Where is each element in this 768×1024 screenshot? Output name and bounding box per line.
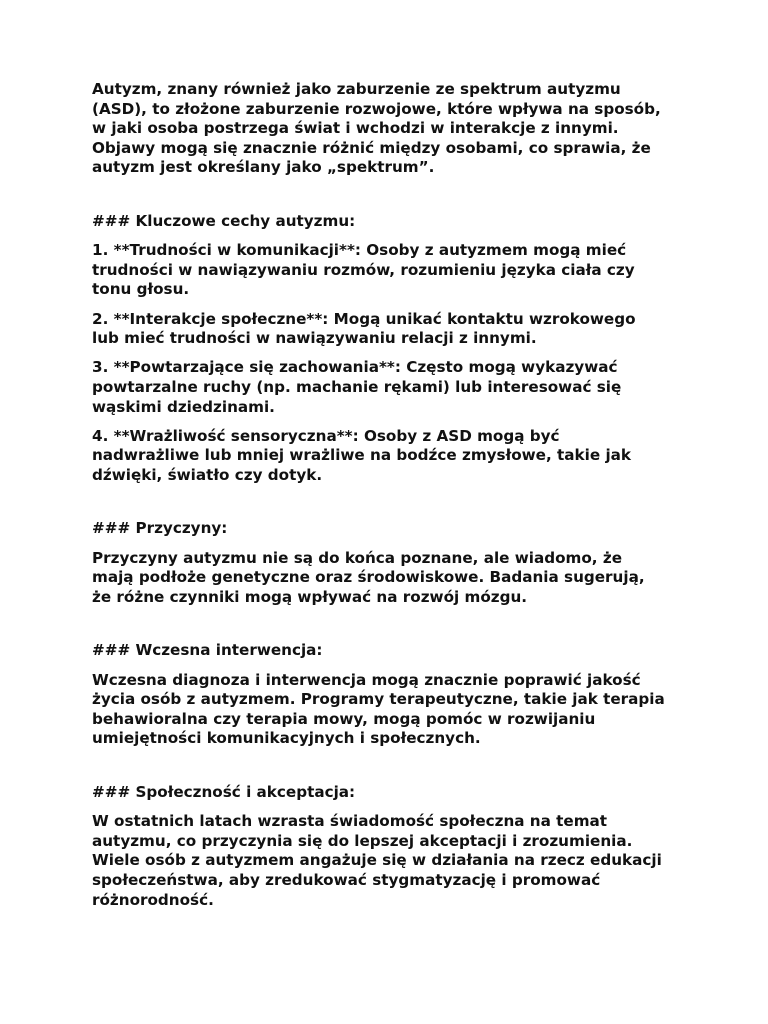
section-features-heading <box>92 212 692 232</box>
text-line: autyzmu, co przyczynia się do lepszej akceptacji i zrozumienia. <box>92 831 633 850</box>
section-society-heading <box>92 783 692 803</box>
text-line: wąskimi dziedzinami. <box>92 397 275 416</box>
text-line: że różne czynniki mogą wpływać na rozwój mózgu. <box>92 587 528 606</box>
intro-paragraph <box>92 80 692 178</box>
text-line: mają podłoże genetyczne oraz środowiskowe. Badania sugerują, <box>92 568 645 587</box>
causes-paragraph <box>92 549 692 608</box>
section-heading: ### Wczesna interwencja: <box>92 641 323 660</box>
text-line: W ostatnich latach wzrasta świadomość społeczna na temat <box>92 812 608 831</box>
text-line: dźwięki, światło czy dotyk. <box>92 465 323 484</box>
section-heading: ### Społeczność i akceptacja: <box>92 783 356 801</box>
intervention-paragraph <box>92 671 692 749</box>
section-heading: ### Kluczowe cechy autyzmu: <box>92 211 356 230</box>
text-line: lub mieć trudności w nawiązywaniu relacji z innymi. <box>92 329 537 348</box>
text-line: umiejętności komunikacyjnych i społecznych. <box>92 729 481 748</box>
feature-item-1 <box>92 241 692 300</box>
society-paragraph <box>92 812 692 910</box>
feature-item-4 <box>92 427 692 486</box>
document-page <box>92 80 692 910</box>
feature-item-3 <box>92 358 692 417</box>
text-line: w jaki osoba postrzega świat i wchodzi w interakcje z innymi. <box>92 119 619 138</box>
section-causes-heading <box>92 519 692 539</box>
text-line: autyzm jest określany jako „spektrum”. <box>92 158 435 177</box>
text-line: 4. **Wrażliwość sensoryczna**: Osoby z ASD mogą być <box>92 426 560 445</box>
text-line: (ASD), to złożone zaburzenie rozwojowe, które wpływa na sposób, <box>92 99 661 118</box>
text-line: życia osób z autyzmem. Programy terapeutyczne, takie jak terapia <box>92 690 665 709</box>
text-line: tonu głosu. <box>92 280 190 299</box>
text-line: behawioralna czy terapia mowy, mogą pomóc w rozwijaniu <box>92 709 596 728</box>
text-line: Objawy mogą się znacznie różnić między osobami, co sprawia, że <box>92 138 651 157</box>
feature-item-2 <box>92 310 692 349</box>
text-line: powtarzalne ruchy (np. machanie rękami) lub interesować się <box>92 377 622 396</box>
text-line: 2. **Interakcje społeczne**: Mogą unikać kontaktu wzrokowego <box>92 309 636 328</box>
text-line: społeczeństwa, aby zredukować stygmatyzację i promować <box>92 870 601 889</box>
text-line: Przyczyny autyzmu nie są do końca poznane, ale wiadomo, że <box>92 548 623 567</box>
text-line: 1. **Trudności w komunikacji**: Osoby z autyzmem mogą mieć <box>92 241 627 260</box>
text-line: różnorodność. <box>92 890 214 909</box>
section-intervention-heading <box>92 641 692 661</box>
text-line: Wczesna diagnoza i interwencja mogą znacznie poprawić jakość <box>92 670 641 689</box>
text-line: Wiele osób z autyzmem angażuje się w działania na rzecz edukacji <box>92 851 662 870</box>
section-heading: ### Przyczyny: <box>92 519 228 538</box>
text-line: trudności w nawiązywaniu rozmów, rozumieniu języka ciała czy <box>92 260 635 279</box>
text-line: nadwrażliwe lub mniej wrażliwe na bodźce zmysłowe, takie jak <box>92 446 632 465</box>
text-line: Autyzm, znany również jako zaburzenie ze spektrum autyzmu <box>92 80 621 98</box>
text-line: 3. **Powtarzające się zachowania**: Często mogą wykazywać <box>92 358 618 377</box>
